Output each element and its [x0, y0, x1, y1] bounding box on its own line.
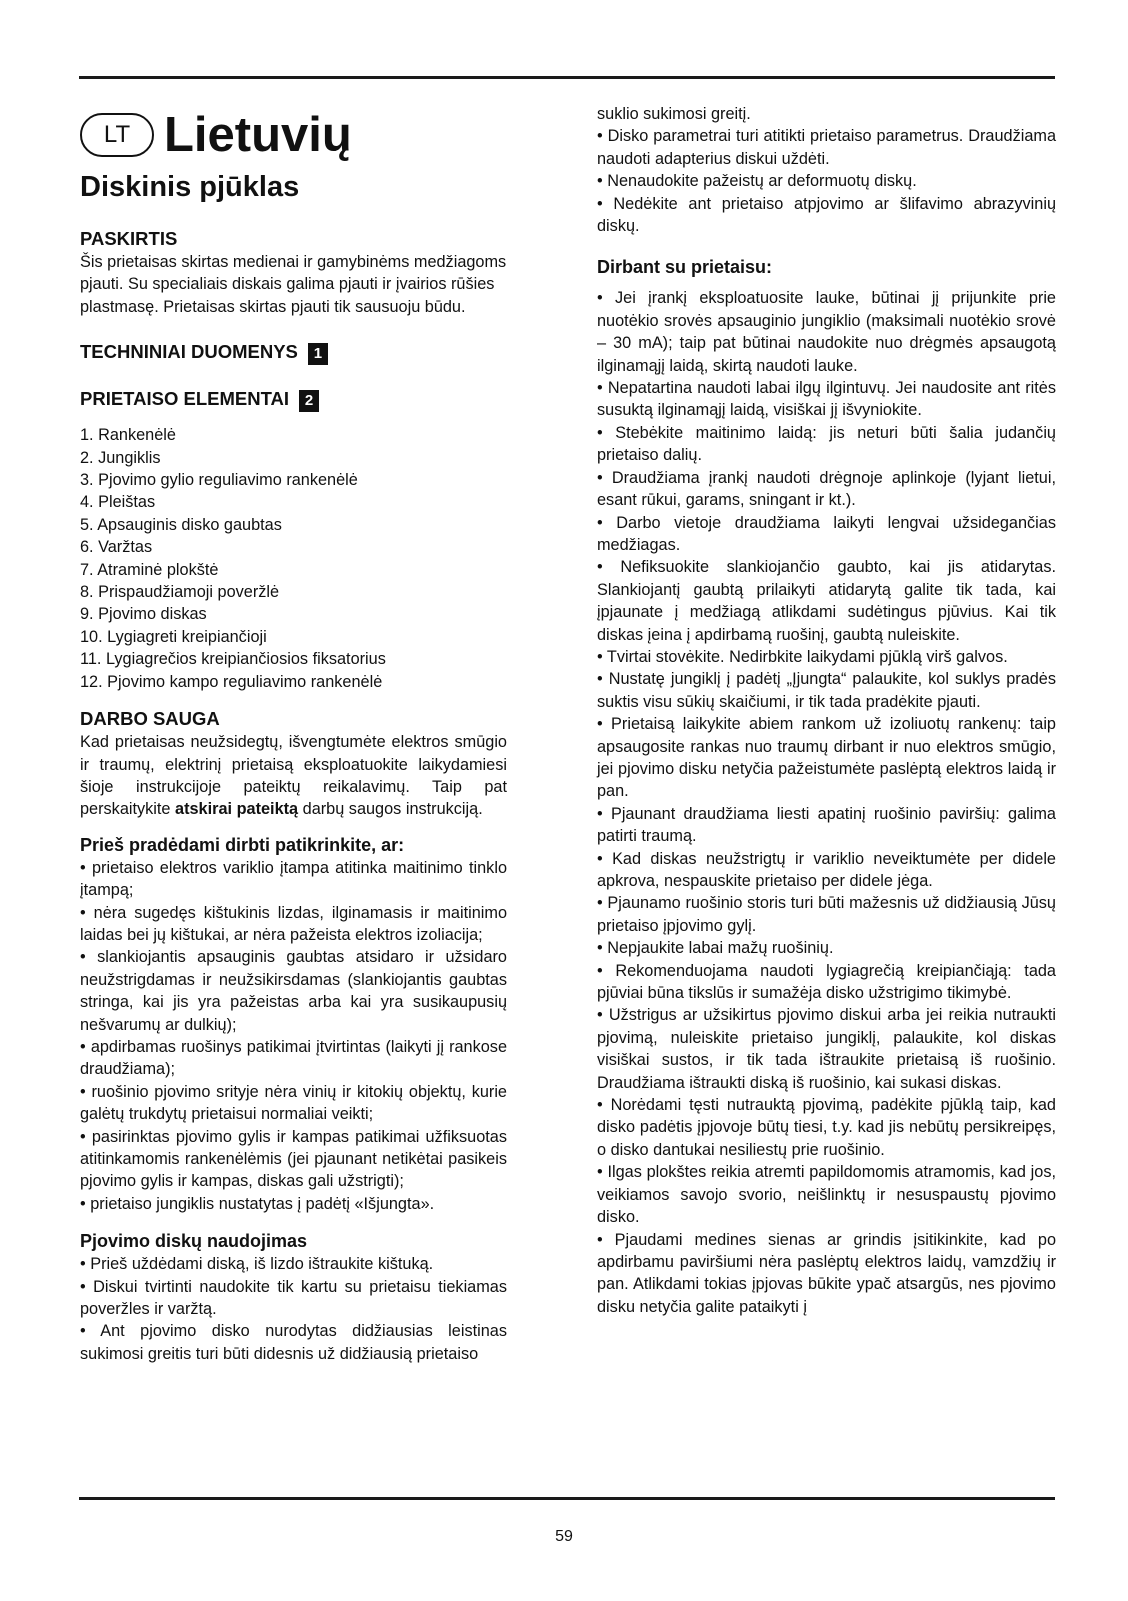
disku-naudojimas-list-continued — [597, 103, 1056, 237]
list-item: • Nepjaukite labai mažų ruošinių. — [597, 939, 834, 958]
parts-list-item: 3. Pjovimo gylio reguliavimo rankenėlė — [80, 471, 358, 490]
paskirtis-text: Šis prietaisas skirtas medienai ir gamybinėms medžiagoms pjauti. Su specialiais diskais galima pjauti ir įvairios rūšies plastmasę. Prietaisas skirtas pjauti tik sausuoju būdu. — [80, 253, 507, 316]
list-item: • Nedėkite ant prietaiso atpjovimo ar šlifavimo abrazyvinių diskų. — [597, 194, 1056, 236]
parts-list-item: 6. Varžtas — [80, 538, 153, 557]
list-item: suklio sukimosi greitį. — [597, 105, 751, 123]
right-column — [597, 103, 1056, 1318]
list-item: • Rekomenduojama naudoti lygiagrečią kreipiančiąją: tada pjūviai būna tikslūs ir sumažėja disko užstrigimo tikimybė. — [597, 961, 1056, 1003]
list-item: • Pjaunamo ruošinio storis turi būti mažesnis už didžiausią Jūsų prietaiso įpjovimo gylį. — [597, 894, 1056, 935]
parts-list — [80, 424, 507, 693]
list-item: • Stebėkite maitinimo laidą: jis neturi būti šalia judančių prietaiso dalių. — [597, 423, 1056, 465]
parts-list-item: 4. Pleištas — [80, 493, 156, 512]
disku-naudojimas-list — [80, 1253, 507, 1365]
section-heading-disku-naudojimas: Pjovimo diskų naudojimas — [80, 1231, 308, 1252]
techniniai-label: TECHNINIAI DUOMENYS — [80, 341, 298, 363]
list-item: • Nepatartina naudoti labai ilgų ilgintuvų. Jei naudosite ant ritės susuktą ilginamąjį laidą, visiškai jį išvyniokite. — [597, 379, 1056, 420]
pries-pradedami-list — [80, 857, 507, 1216]
parts-list-item: 9. Pjovimo diskas — [80, 605, 207, 624]
section-heading-dirbant: Dirbant su prietaisu: — [597, 257, 773, 278]
parts-list-item: 12. Pjovimo kampo reguliavimo rankenėlė — [80, 672, 383, 691]
darbo-sauga-text: Kad prietaisas neužsidegtų, išvengtumėte elektros smūgio ir traumų, elektrinį prietaisą eksploatuokite laikydamiesi šioje instrukcijoje pateiktų reikalavimų. Taip pat perskaitykite atskirai pateiktą darbų saugos instrukciją. — [80, 733, 507, 819]
list-item: • Kad diskas neužstrigtų ir variklio neveiktumėte per didele apkrova, nespauskite prietaiso per didele jėga. — [597, 849, 1056, 890]
parts-list-item: 8. Prispaudžiamoji poveržlė — [80, 583, 280, 602]
figure-ref-badge: 2 — [299, 390, 319, 412]
list-item: • ruošinio pjovimo srityje nėra vinių ir kitokių objektų, kurie galėtų trukdytų prietaisui normaliai veikti; — [80, 1082, 507, 1124]
list-item: • Norėdami tęsti nutrauktą pjovimą, padėkite pjūklą taip, kad disko padėtis įpjovoje būtų tiesi, t.y. kad jis nebūtų persikreipęs, o disko dantukai nesiliestų prie ruošinio. — [597, 1096, 1056, 1159]
top-rule — [79, 76, 1055, 79]
section-heading-pries-pradedami: Prieš pradėdami dirbti patikrinkite, ar: — [80, 834, 405, 855]
parts-list-item: 1. Rankenėlė — [80, 426, 176, 445]
list-item: • apdirbamas ruošinys patikimai įtvirtintas (laikyti jį rankose draudžiama); — [80, 1037, 507, 1079]
dirbant-list — [597, 287, 1056, 1318]
parts-list-item: 5. Apsauginis disko gaubtas — [80, 515, 282, 534]
list-item: • Nenaudokite pažeistų ar deformuotų diskų. — [597, 172, 917, 191]
list-item: • Ant pjovimo disko nurodytas didžiausias leistinas sukimosi greitis turi būti didesnis už didžiausią prietaiso — [80, 1322, 507, 1363]
list-item: • Draudžiama įrankį naudoti drėgnoje aplinkoje (lyjant lietui, esant rūkui, garams, sningant ir kt.). — [597, 468, 1056, 510]
list-item: • Nustatę jungiklį į padėtį „Įjungta“ palaukite, kol suklys pradės suktis visu sūkių skaičiumi, ir tik tada pradėkite pjauti. — [597, 670, 1056, 711]
list-item: • Užstrigus ar užsikirtus pjovimo diskui arba jei reikia nutraukti pjovimą, nuleiskite prietaiso jungiklį, palaukite, kol diskas visiškai sustos, ir tik tada ištraukite prietaisą iš ruošinio. Draudžiama ištraukti diską iš ruošinio, kai sukasi diskas. — [597, 1006, 1056, 1092]
language-title: Lietuvių — [164, 108, 352, 162]
parts-list-item: 2. Jungiklis — [80, 448, 161, 467]
list-item: • Diskui tvirtinti naudokite tik kartu su prietaisu tiekiamas poveržles ir varžtą. — [80, 1277, 507, 1319]
list-item: • Ilgas plokštes reikia atremti papildomomis atramomis, kad jos, veikiamos savojo svorio, neišlinktų ir nesuspaustų pjovimo disko. — [597, 1163, 1056, 1227]
parts-list-item: 7. Atraminė plokštė — [80, 560, 219, 579]
section-heading-elementai — [80, 387, 507, 412]
darbo-sauga-bold: atskirai pateiktą — [175, 800, 299, 819]
section-heading-darbo-sauga: DARBO SAUGA — [80, 708, 220, 730]
list-item: • Tvirtai stovėkite. Nedirbkite laikydami pjūklą virš galvos. — [597, 647, 1008, 666]
list-item: • nėra sugedęs kištukinis lizdas, ilginamasis ir maitinimo laidas bei jų kištukai, ar nėra pažeista elektros izoliacija; — [80, 903, 507, 944]
bottom-rule — [79, 1497, 1055, 1500]
section-heading-paskirtis: PASKIRTIS — [80, 228, 178, 249]
left-column — [80, 100, 507, 1365]
elementai-label: PRIETAISO ELEMENTAI — [80, 388, 289, 410]
section-heading-techniniai — [80, 340, 507, 365]
figure-ref-badge: 1 — [308, 343, 328, 365]
list-item: • Prieš uždėdami diską, iš lizdo ištraukite kištuką. — [80, 1255, 434, 1274]
list-item: • prietaiso elektros variklio įtampa atitinka maitinimo tinklo įtampą; — [80, 858, 507, 900]
list-item: • Disko parametrai turi atitikti prietaiso parametrus. Draudžiama naudoti adapterius diskui uždėti. — [597, 127, 1056, 168]
list-item: • Pjaunant draudžiama liesti apatinį ruošinio paviršių: galima patirti traumą. — [597, 804, 1056, 846]
language-header — [80, 107, 507, 163]
list-item: • Jei įrankį eksploatuosite lauke, būtinai jį prijunkite prie nuotėkio srovės apsauginio jungiklio (maksimali nuotėkio srovė – 30 mA); taip pat būtinai naudokite nuo drėgmės apsaugotą ilginamąjį laidą, skirtą naudoti lauke. — [597, 289, 1056, 375]
list-item: • pasirinktas pjovimo gylis ir kampas patikimai užfiksuotas atitinkamomis rankenėlėmis (jei pjaunant netikėtai pasikeis pjovimo gylis ir kampas, diskas gali užstrigti); — [80, 1127, 507, 1191]
list-item: • Prietaisą laikykite abiem rankom už izoliuotų rankenų: taip apsaugosite rankas nuo traumų dirbant ir nuo elektros smūgio, jei pjovimo disku netyčia pažeistumėte paslėptą elektros laidą ir pan. — [597, 715, 1056, 801]
language-code-badge: LT — [80, 113, 154, 157]
list-item: • prietaiso jungiklis nustatytas į padėtį «Išjungta». — [80, 1194, 435, 1213]
parts-list-item: 11. Lygiagrečios kreipiančiosios fiksatorius — [80, 650, 386, 669]
page-number: 59 — [555, 1528, 573, 1545]
list-item: • Pjaudami medines sienas ar grindis įsitikinkite, kad po apdirbamu paviršiumi nėra paslėptų elektros laidų, vamzdžių ir pan. Atlikdami tokias įpjovas būkite ypač atsargūs, nes pjovimo disku netyčia galite pataikyti į — [597, 1230, 1056, 1316]
list-item: • Darbo vietoje draudžiama laikyti lengvai užsidegančias medžiagas. — [597, 513, 1056, 554]
document-title: Diskinis pjūklas — [80, 171, 300, 203]
parts-list-item: 10. Lygiagreti kreipiančioji — [80, 627, 267, 646]
list-item: • Nefiksuokite slankiojančio gaubto, kai jis atidarytas. Slankiojantį gaubtą prilaikyti atidarytą galite tik tada, kai įpjaunate į medžiagą atlikdami sudėtingus pjūvius. Kai tik diskas įeina į apdirbamą ruošinį, gaubtą nuleiskite. — [597, 558, 1056, 644]
list-item: • slankiojantis apsauginis gaubtas atsidaro ir užsidaro neužstrigdamas ir neužsikirsdamas (slankiojantis gaubtas stringa, kai jis yra pažeistas arba kai yra susikaupusių nešvarumų ar dulkių); — [80, 948, 507, 1034]
